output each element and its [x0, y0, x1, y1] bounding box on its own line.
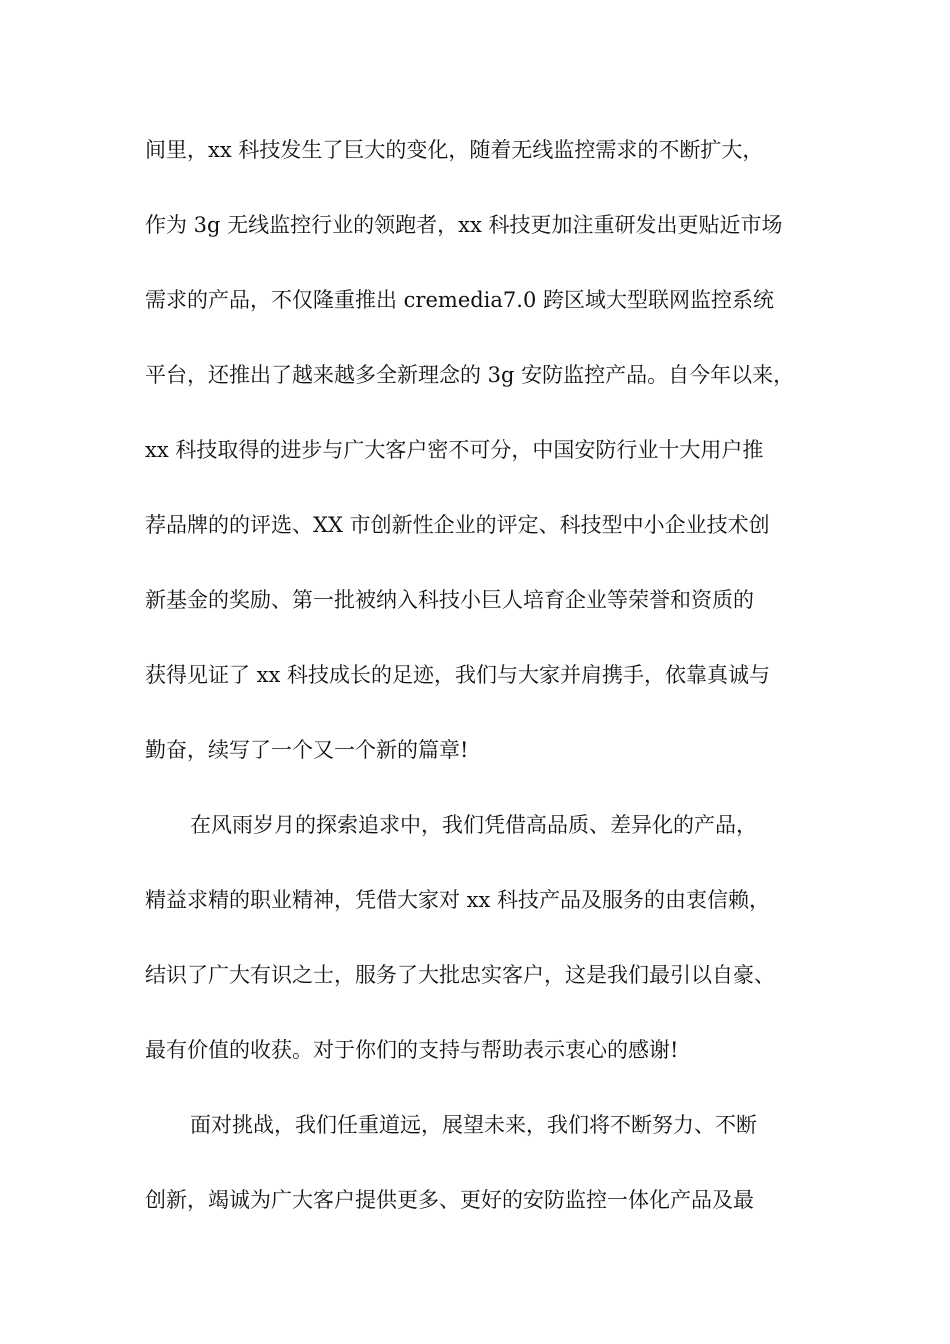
text-line: 平台，还推出了越来越多全新理念的 3g 安防监控产品。自今年以来， — [145, 363, 795, 387]
text-line: 最有价值的收获。对于你们的支持与帮助表示衷心的感谢! — [145, 1038, 679, 1062]
text-line: 作为 3g 无线监控行业的领跑者，xx 科技更加注重研发出更贴近市场 — [145, 213, 783, 237]
text-line: 新基金的奖励、第一批被纳入科技小巨人培育企业等荣誉和资质的 — [145, 588, 754, 612]
text-line: 结识了广大有识之士，服务了大批忠实客户，这是我们最引以自豪、 — [145, 963, 775, 987]
text-line: 需求的产品，不仅隆重推出 cremedia7.0 跨区域大型联网监控系统 — [145, 288, 774, 312]
text-line: xx 科技取得的进步与广大客户密不可分，中国安防行业十大用户推 — [145, 438, 764, 462]
text-line: 荐品牌的的评选、XX 市创新性企业的评定、科技型中小企业技术创 — [145, 513, 770, 537]
text-line: 间里，xx 科技发生了巨大的变化，随着无线监控需求的不断扩大， — [145, 138, 764, 162]
paragraph-start-line: 面对挑战，我们任重道远，展望未来，我们将不断努力、不断 — [190, 1113, 757, 1137]
text-line: 精益求精的职业精神，凭借大家对 xx 科技产品及服务的由衷信赖， — [145, 888, 771, 912]
text-line: 创新，竭诚为广大客户提供更多、更好的安防监控一体化产品及最 — [145, 1188, 754, 1212]
text-line: 勤奋，续写了一个又一个新的篇章! — [145, 738, 469, 762]
text-line: 获得见证了 xx 科技成长的足迹，我们与大家并肩携手，依靠真诚与 — [145, 663, 771, 687]
paragraph-start-line: 在风雨岁月的探索追求中，我们凭借高品质、差异化的产品， — [190, 813, 757, 837]
